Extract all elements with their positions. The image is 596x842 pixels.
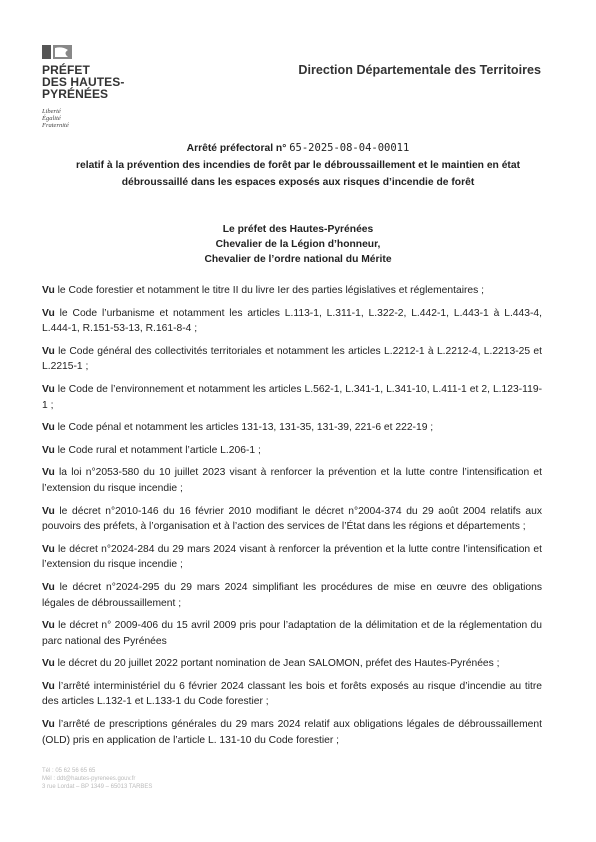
prefet-block (40, 222, 556, 267)
prefet-honor-2: Chevalier de l’ordre national du Mérite (204, 254, 392, 265)
visa-text: le décret n° 2009-406 du 15 avril 2009 pris pour l’adaptation de la délimitation et de la réglementation du parc national des Pyrénées (42, 620, 542, 647)
visa-text: le décret du 20 juillet 2022 portant nomination de Jean SALOMON, préfet des Hautes-Pyrénées ; (54, 658, 500, 670)
prefet-honor-1: Chevalier de la Légion d’honneur, (215, 239, 381, 250)
visa-text: le Code pénal et notamment les articles 131-13, 131-35, 131-39, 221-6 et 222-19 ; (54, 422, 434, 434)
vu-label: Vu (42, 620, 55, 632)
vu-label: Vu (42, 467, 55, 479)
vu-label: Vu (42, 680, 55, 692)
visa-text: l’arrêté interministériel du 6 février 2024 classant les bois et forêts exposés au risque d’incendie au titre des articles L.132-1 et L.133-1 du Code forestier ; (42, 680, 542, 708)
visa-item (42, 717, 542, 748)
marianne-icon (42, 45, 72, 59)
vu-label: Vu (42, 658, 55, 670)
visa-text: le décret n°2024-295 du 29 mars 2024 simplifiant les procédures de mise en œuvre des obligations légales de débroussaillement ; (42, 581, 542, 609)
visa-text: le Code forestier et notamment le titre II du livre Ier des parties législatives et réglementaires ; (54, 285, 485, 296)
visa-text: le Code l’urbanisme et notamment les articles L.113-1, L.311-1, L.322-2, L.442-1, L.443-1 à L.443-4, L.444-1, R.151-53-13, R.161-8-4 ; (42, 307, 542, 335)
visa-item (42, 580, 542, 611)
republic-motto: Liberté Égalité Fraternité (42, 108, 69, 129)
footer-contact: Tél : 05 62 56 65 65 Mél : ddt@hautes-pyrenees.gouv.fr 3 rue Lordat – BP 1349 – 65013 TARBES (42, 768, 153, 790)
visa-item (42, 465, 542, 496)
visa-item (42, 542, 542, 573)
visa-text: le décret n°2010-146 du 16 février 2010 modifiant le décret n°2004-374 du 29 août 2004 relatifs aux pouvoirs des préfets, à l’organisation et à l’action des services de l’État dans les régions et départements ; (42, 505, 542, 533)
arrete-number-line (40, 140, 556, 157)
visa-item (42, 504, 542, 535)
visa-item (42, 382, 542, 413)
visa-item (42, 420, 542, 436)
vu-label: Vu (42, 719, 55, 731)
visas-list (42, 283, 542, 755)
visa-text: le décret n°2024-284 du 29 mars 2024 visant à renforcer la prévention et la lutte contre l’intensification et l’extension du risque incendie ; (42, 543, 542, 571)
visa-item (42, 679, 542, 710)
vu-label: Vu (42, 383, 55, 395)
visa-text: le Code de l’environnement et notamment les articles L.562-1, L.341-1, L.341-10, L.411-1 et 2, L.123-119-1 ; (42, 383, 542, 411)
arrete-subject-line1: relatif à la prévention des incendies de forêt par le débroussaillement et le maintien en état (75, 160, 521, 171)
arrete-subject-line2: débroussaillé dans les espaces exposés aux risques d’incendie de forêt (121, 177, 475, 188)
prefecture-name: PRÉFET DES HAUTES- PYRÉNÉES (42, 63, 125, 101)
arrete-title (40, 140, 556, 191)
vu-label: Vu (42, 285, 55, 296)
visa-text: la loi n°2053-580 du 10 juillet 2023 visant à renforcer la prévention et la lutte contre l’intensification et l’extension du risque incendie ; (42, 467, 542, 494)
vu-label: Vu (42, 505, 55, 517)
visa-item (42, 306, 542, 337)
visa-text: le Code rural et notamment l’article L.206-1 ; (54, 444, 261, 456)
visa-text: l’arrêté de prescriptions générales du 29 mars 2024 relatif aux obligations légales de débroussaillement (OLD) pris en application de l’article L. 131-10 du Code forestier ; (42, 719, 542, 746)
vu-label: Vu (42, 307, 55, 319)
vu-label: Vu (42, 345, 55, 357)
vu-label: Vu (42, 444, 55, 456)
visa-item (42, 344, 542, 375)
visa-text: le Code général des collectivités territoriales et notamment les articles L.2212-1 à L.2212-4, L.2213-25 et L.2215-1 ; (42, 345, 542, 373)
vu-label: Vu (42, 543, 55, 555)
visa-item (42, 618, 542, 649)
visa-item (42, 656, 542, 672)
visa-item (42, 443, 542, 459)
prefet-title: Le préfet des Hautes-Pyrénées (222, 224, 374, 235)
direction-title: Direction Départementale des Territoires (298, 63, 541, 77)
visa-item (42, 283, 542, 299)
vu-label: Vu (42, 581, 55, 593)
arrete-number: 65-2025-08-04-00011 (289, 142, 410, 154)
vu-label: Vu (42, 422, 55, 434)
arrete-prefix: Arrêté préfectoral n° (186, 143, 287, 154)
